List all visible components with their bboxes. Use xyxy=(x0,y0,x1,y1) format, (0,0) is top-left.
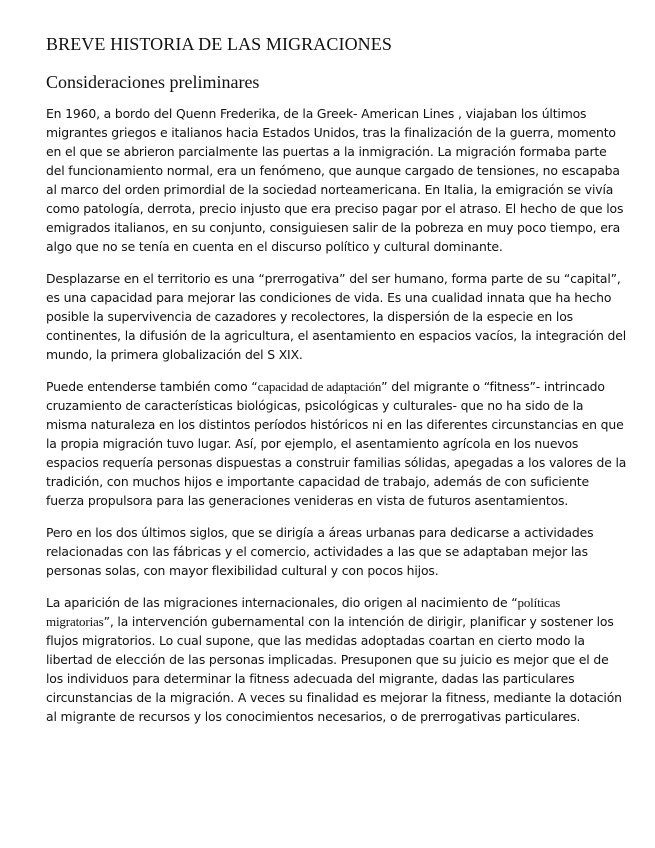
paragraph-5-start: La aparición de las migraciones internacionales, dio origen al nacimiento de “ xyxy=(46,595,518,610)
quoted-term-adaptation: capacidad de adaptación xyxy=(257,379,382,394)
paragraph-5-rest: ”, la intervención gubernamental con la intención de dirigir, planificar y sostener los flujos migratorios. Lo cual supone, que las medidas adoptadas coartan en cierto modo la libertad de elección de las personas implicadas. Presuponen que su juicio es mejor que el de los individuos para determinar la fitness adecuada del migrante, dadas las particulares circunstancias de la migración. A veces su finalidad es mejorar la fitness, mediante la dotación al migrante de recursos y los conocimientos necesarios, o de prerrogativas particulares. xyxy=(46,614,622,724)
paragraph-3 xyxy=(46,377,628,510)
paragraph-2: Desplazarse en el territorio es una “prerrogativa” del ser humano, forma parte de su “capital”, es una capacidad para mejorar las condiciones de vida. Es una cualidad innata que ha hecho posible la supervivencia de cazadores y recolectores, la dispersión de la especie en los continentes, la difusión de la agricultura, el asentamiento en espacios vacíos, la integración del mundo, la primera globalización del S XIX. xyxy=(46,271,627,362)
paragraph-4: Pero en los dos últimos siglos, que se dirigía a áreas urbanas para dedicarse a actividades relacionadas con las fábricas y el comercio, actividades a las que se adaptaban mejor las personas solas, con mayor flexibilidad cultural y con pocos hijos. xyxy=(46,525,594,578)
paragraph-3-rest: ” del migrante o “fitness”- intrincado cruzamiento de características biológicas, psicológicas y culturales- que no ha sido de la misma naturaleza en los distintos períodos históricos ni en las diferentes circunstancias en que la propia migración tuvo lugar. Así, por ejemplo, el asentamiento agrícola en los nuevos espacios requería personas dispuestas a construir familias sólidas, apegadas a los valores de la tradición, con muchos hijos e importante capacidad de trabajo, además de con suficiente fuerza propulsora para las generaciones venideras en vista de futuros asentamientos. xyxy=(46,379,627,508)
document-title: BREVE HISTORIA DE LAS MIGRACIONES xyxy=(46,34,392,54)
paragraph-3-start: Puede entenderse también como “ xyxy=(46,379,258,394)
quoted-term-policies: políticas migratorias xyxy=(46,595,561,629)
section-subtitle: Consideraciones preliminares xyxy=(46,72,260,92)
paragraph-5 xyxy=(46,593,628,726)
document-page xyxy=(46,30,628,739)
paragraph-1: En 1960, a bordo del Quenn Frederika, de la Greek- American Lines , viajaban los últimos migrantes griegos e italianos hacia Estados Unidos, tras la finalización de la guerra, momento en el que se abrieron parcialmente las puertas a la inmigración. La migración formaba parte del funcionamiento normal, era un fenómeno, que aunque cargado de tensiones, no escapaba al marco del orden primordial de la sociedad norteamericana. En Italia, la emigración se vivía como patología, derrota, precio injusto que era preciso pagar por el atraso. El hecho de que los emigrados italianos, en su conjunto, consiguiesen salir de la pobreza en muy poco tiempo, era algo que no se tenía en cuenta en el discurso político y cultural dominante. xyxy=(46,106,624,254)
